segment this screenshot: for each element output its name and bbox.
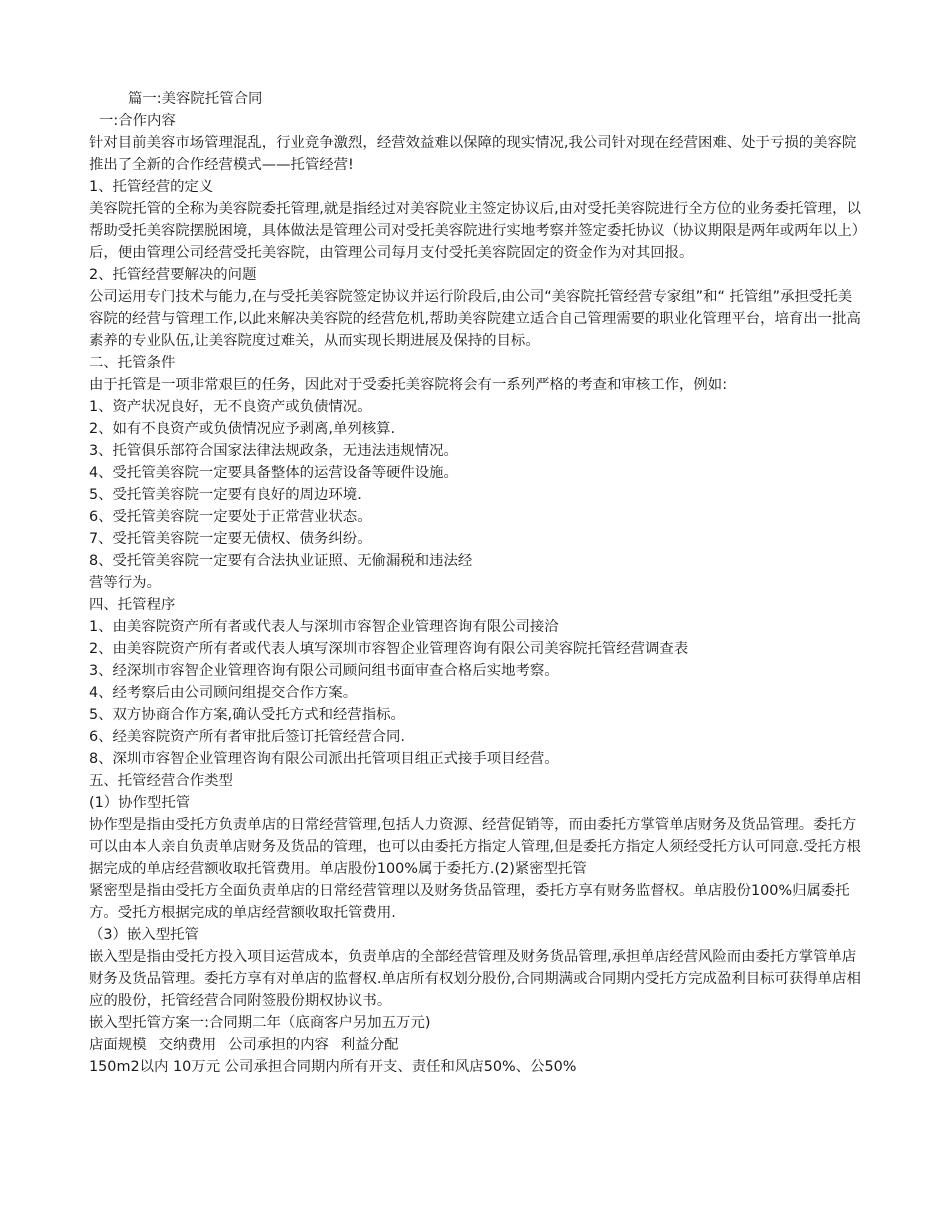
procedure-item: 3、经深圳市容智企业管理咨询有限公司顾问组书面审查合格后实地考察。 (89, 663, 559, 679)
procedure-item: 8、深圳市容智企业管理咨询有限公司派出托管项目组正式接手项目经营。 (89, 751, 559, 767)
plan-table-header (89, 1034, 864, 1056)
condition-item: 8、受托管美容院一定要有合法执业证照、无偷漏税和违法经 (89, 553, 473, 569)
procedure-item: 1、由美容院资产所有者或代表人与深圳市容智企业管理咨询有限公司接洽 (89, 619, 559, 635)
paragraph-close-type: 紧密型是指由受托方全面负责单店的日常经营管理以及财务货品管理，委托方享有财务监督权。单店股份100%归属委托方。受托方根据完成的单店经营额收取托管费用. (89, 883, 850, 921)
procedure-item: 6、经美容院资产所有者审批后签订托管经营合同. (89, 729, 405, 745)
heading-embedded-type: （3）嵌入型托管 (89, 927, 199, 943)
section-heading-types: 五、托管经营合作类型 (89, 773, 233, 789)
condition-item: 1、资产状况良好，无不良资产或负债情况。 (89, 399, 372, 415)
section-heading-conditions: 二、托管条件 (89, 355, 176, 371)
table-header-cell: 公司承担的内容 (228, 1037, 329, 1053)
heading-cooperative-type: (1）协作型托管 (89, 795, 191, 811)
paragraph-definition: 美容院托管的全称为美容院委托管理,就是指经过对美容院业主签定协议后,由对受托美容院进行全方位的业务委托管理，以帮助受托美容院摆脱困境，具体做法是管理公司对受托美容院进行实地考察并签定委托协议（协议期限是两年或两年以上）后，便由管理公司经营受托美容院，由管理公司每月支付受托美容院固定的资金作为对其回报。 (89, 201, 861, 261)
paragraph-cooperative-type: 协作型是指由受托方负责单店的日常经营管理,包括人力资源、经营促销等，而由委托方掌管单店财务及货品管理。委托方可以由本人亲自负责单店财务及货品的管理，也可以由委托方指定人管理,但是委托方指定人须经受托方认可同意.受托方根据完成的单店经营额收取托管费用。单店股份100%属于委托方.(2)紧密型托管 (89, 817, 861, 877)
procedure-item: 5、双方协商合作方案,确认受托方式和经营指标。 (89, 707, 405, 723)
document-body (89, 88, 864, 1078)
heading-definition: 1、托管经营的定义 (89, 179, 214, 195)
table-header-cell: 店面规模 (89, 1037, 147, 1053)
plan-heading: 嵌入型托管方案一:合同期二年（底商客户另加五万元) (89, 1015, 431, 1031)
condition-item: 6、受托管美容院一定要处于正常营业状态。 (89, 509, 372, 525)
table-header-cell: 利益分配 (340, 1037, 399, 1053)
paragraph-conditions-intro: 由于托管是一项非常艰巨的任务，因此对于受委托美容院将会有一系列严格的考查和审核工作，例如: (89, 377, 728, 393)
condition-item: 7、受托管美容院一定要无债权、债务纠纷。 (89, 531, 372, 547)
section-heading-procedure: 四、托管程序 (89, 597, 176, 613)
document-title: 篇一:美容院托管合同 (128, 91, 263, 107)
heading-problems: 2、托管经营要解决的问题 (89, 267, 257, 283)
paragraph-intro: 针对目前美容市场管理混乱，行业竞争激烈，经营效益难以保障的现实情况,我公司针对现在经营困难、处于亏损的美容院推出了全新的合作经营模式——托管经营! (89, 135, 857, 173)
paragraph-embedded-type: 嵌入型是指由受托方投入项目运营成本，负责单店的全部经营管理及财务货品管理,承担单店经营风险而由委托方掌管单店财务及货品管理。委托方享有对单店的监督权.单店所有权划分股份,合同期满或合同期内受托方完成盈利目标可获得单店相应的股份，托管经营合同附签股份期权协议书。 (89, 949, 861, 1009)
section-heading-cooperation: 一:合作内容 (99, 113, 176, 129)
condition-item: 4、受托管美容院一定要具备整体的运营设备等硬件设施。 (89, 465, 458, 481)
condition-item: 2、如有不良资产或负债情况应予剥离,单列核算. (89, 421, 396, 437)
procedure-item: 2、由美容院资产所有者或代表人填写深圳市容智企业管理咨询有限公司美容院托管经营调查表 (89, 641, 689, 657)
plan-table-row: 150m2以内 10万元 公司承担合同期内所有开支、责任和风店50%、公50% (89, 1059, 577, 1075)
procedure-item: 4、经考察后由公司顾问组提交合作方案。 (89, 685, 358, 701)
condition-item: 5、受托管美容院一定要有良好的周边环境. (89, 487, 362, 503)
condition-item: 营等行为。 (89, 575, 161, 591)
table-header-cell: 交纳费用 (158, 1037, 217, 1053)
paragraph-problems: 公司运用专门技术与能力,在与受托美容院签定协议并运行阶段后,由公司“美容院托管经营专家组”和“ 托管组”承担受托美容院的经营与管理工作,以此来解决美容院的经营危机,帮助美容院建立适合自己管理需要的职业化管理平台，培育出一批高素养的专业队伍,让美容院度过难关，从而实现长期进展及保持的目标。 (89, 289, 861, 349)
condition-item: 3、托管俱乐部符合国家法律法规政条，无违法违规情况。 (89, 443, 458, 459)
